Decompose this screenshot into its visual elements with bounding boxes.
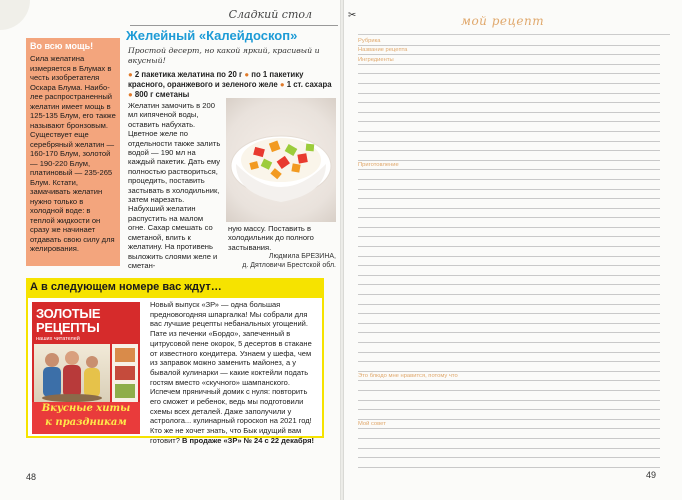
form-line[interactable] [358,237,660,247]
magazine-banner-line-2: к праздникам [45,417,127,428]
form-line[interactable] [358,142,660,152]
recipe-form-lines [358,36,660,468]
form-line[interactable] [358,84,660,94]
scissors-icon: ✂ [348,10,357,21]
ingredient-item: по 1 пакетику красного, оранжевого и зеленого желе [128,70,304,89]
form-label-category: Рубрика [358,37,381,44]
form-line[interactable] [358,285,660,295]
form-line[interactable] [358,36,660,46]
promo-heading: А в следующем номере вас ждут… [30,281,222,293]
form-line[interactable] [358,46,660,56]
form-line[interactable] [358,199,660,209]
bullet-icon: ● [279,80,285,89]
form-line[interactable] [358,439,660,449]
form-line[interactable] [358,381,660,391]
form-line[interactable] [358,391,660,401]
form-line[interactable] [358,103,660,113]
form-line[interactable] [358,113,660,123]
form-line[interactable] [358,190,660,200]
form-line[interactable] [358,228,660,238]
form-line[interactable] [358,161,660,171]
form-line[interactable] [358,132,660,142]
ingredient-item: 1 ст. сахара [286,80,332,89]
magazine-title-2: РЕЦЕПТЫ [36,320,100,335]
form-line[interactable] [358,295,660,305]
recipe-author [226,252,336,270]
form-line[interactable] [358,372,660,382]
form-line[interactable] [358,65,660,75]
promo-sale-date: В продаже «ЗР» № 24 с 22 декабря! [181,435,315,445]
sidebar-title: Во всю мощь! [30,41,94,51]
form-line[interactable] [358,151,660,161]
form-line[interactable] [358,247,660,257]
section-title: Сладкий стол [228,8,312,21]
form-line[interactable] [358,257,660,267]
corner-ornament [0,0,30,30]
form-line[interactable] [358,429,660,439]
form-label-ingredients: Ингредиенты [358,56,394,63]
form-line[interactable] [358,333,660,343]
form-line[interactable] [358,94,660,104]
magazine-subtitle: наших читателей [36,336,80,342]
form-line[interactable] [358,180,660,190]
form-label-name: Название рецепта [358,47,408,54]
family-photo-icon [34,344,110,402]
form-line[interactable] [358,218,660,228]
recipe-subtitle: Простой десерт, но какой яркий, красивый и вкусный! [128,46,320,65]
form-line[interactable] [358,420,660,430]
page-number-left: 48 [26,472,37,482]
form-line[interactable] [358,266,660,276]
magazine-cover [32,302,140,434]
form-line[interactable] [358,458,660,468]
author-name: Людмила БРЕЗИНА, [268,253,336,260]
bullet-icon: ● [128,90,133,99]
form-line[interactable] [358,343,660,353]
sidebar-fact-box [26,38,120,266]
ingredient-item: 2 пакетика желатина по 20 г [134,70,243,79]
bullet-icon: ● [244,70,250,79]
promo-description: Новый выпуск «ЗР» — одна большая предновогодняя шпаргалка! Мы собрали для вас лучшие рецепты небанальных угощений. Пате из печенки «Бордо», запеченный в цитрусовой пене окорок, 5 десертов в стакане от известного кондитера. Узнаем у шефа, чем из заправок можно заменить майонез, а у бывалой кулинарки — какие коктейли подать гостям вместо «скучного» шампанского. Испечем пряничный домик с нуля: повторить его сможет и ребенок, ведь мы подготовили схемы всех деталей. Даже заполучили у астролога... кулинарный гороскоп на 2021 год! Кто же не хочет знать, что Бык идущий вам готовит? [150,300,312,445]
author-place: д. Дятловичи Брестской обл. [242,262,336,269]
magazine-banner-line-1: Вкусные хиты [41,403,131,414]
form-line[interactable] [358,362,660,372]
form-line[interactable] [358,353,660,363]
recipe-method-continued: ную массу. Поставить в холодильник до полного застывания. [228,224,314,252]
section-header [130,4,338,26]
form-line[interactable] [358,410,660,420]
recipe-form-title: мой рецепт [461,14,545,28]
page-number-right: 49 [646,470,657,480]
form-label-cooking: Приготовление [358,162,399,169]
form-label-advice: Мой совет [358,421,386,428]
sidebar-text: Сила желатина измеряется в Блумах в честь изобретателя Оскара Блума. Наиболее распространенный желатин имеет мощь в 125-135 Блум, его также называют бронзовым. Существует еще серебряный желатин — 160-170 Блум, золотой — 190-220 Блум, платиновый — 235-265 Блум. Кстати, замачивать желатин нужно только в холодной воде: в теплой жидкости он сразу же начинает отдавать свою силу для желирования. [30,54,116,253]
form-line[interactable] [358,122,660,132]
form-line[interactable] [358,305,660,315]
form-line[interactable] [358,209,660,219]
form-line[interactable] [358,324,660,334]
promo-text [150,300,320,446]
jelly-dessert-icon [226,98,336,222]
right-page [344,0,682,500]
form-line[interactable] [358,170,660,180]
form-line[interactable] [358,449,660,459]
form-label-liked: Это блюдо мне нравится, потому что [358,373,458,380]
form-line[interactable] [358,401,660,411]
recipe-method: Желатин замочить в 200 мл кипяченой воды, оставить набухать. Цветное желе по отдельности также залить водой — 190 мл на каждый пакетик. Дать ему полностью раствориться, процедить, поставить застывать в холодильник, затем нарезать. Набухший желатин распустить на малом огне. Сахар смешать со сметаной, влить к желатину. На противень выложить слоями желе и сметан- [128,101,221,270]
dessert-photo [226,98,336,222]
magazine-cover-side-panel [112,344,138,402]
magazine-title-1: ЗОЛОТЫЕ [36,306,101,321]
recipe-ingredients [128,70,336,100]
form-line[interactable] [358,314,660,324]
magazine-cover-photo [34,344,110,402]
form-line[interactable] [358,74,660,84]
food-thumbnails-icon [112,344,138,402]
title-divider [358,34,670,35]
recipe-title: Желейный «Калейдоскоп» [126,28,298,43]
bullet-icon: ● [128,70,133,79]
magazine-banner [32,402,140,434]
form-line[interactable] [358,276,660,286]
form-line[interactable] [358,55,660,65]
ingredient-item: 800 г сметаны [134,90,190,99]
